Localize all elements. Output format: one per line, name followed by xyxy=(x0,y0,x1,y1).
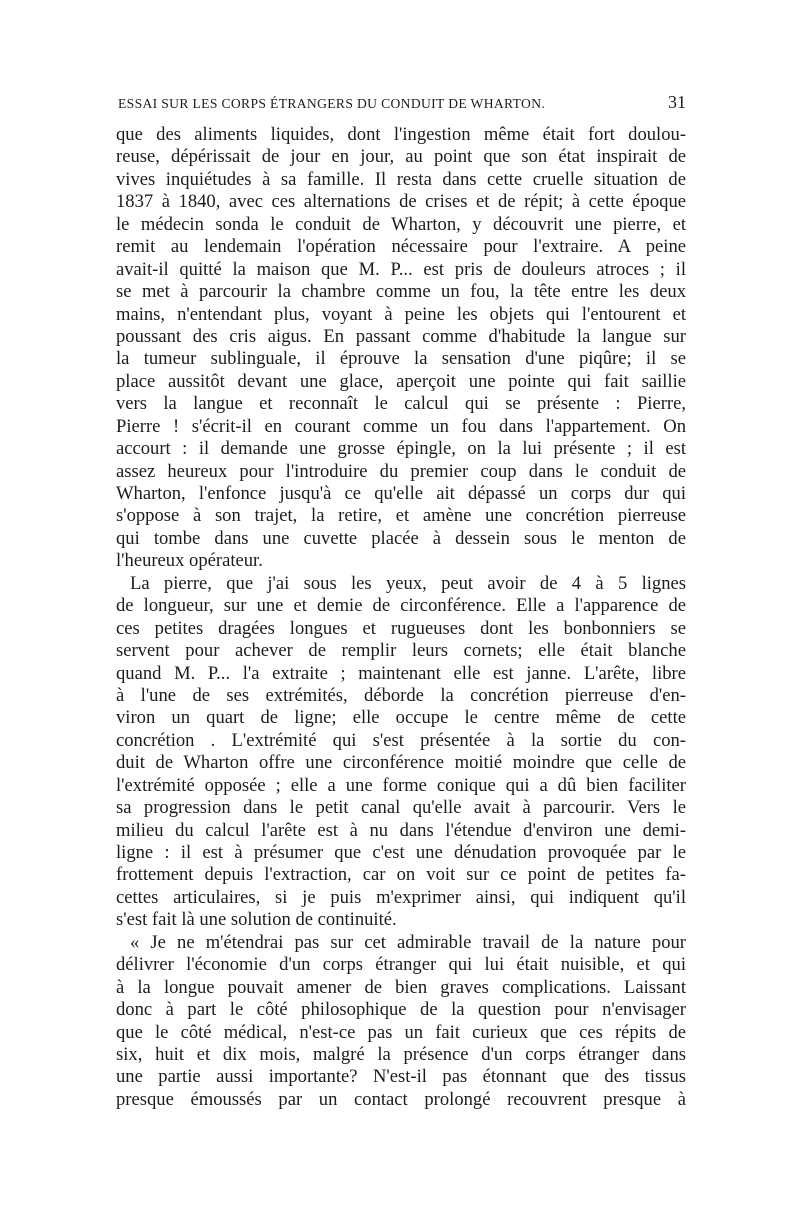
text-line: duit de Wharton offre une circonférence moitié moindre que celle de xyxy=(116,752,686,774)
text-line: 1837 à 1840, avec ces alternations de crises et de répit; à cette époque xyxy=(116,191,686,213)
text-line: concrétion . L'extrémité qui s'est présentée à la sortie du con- xyxy=(116,729,686,751)
text-line: quand M. P... l'a extraite ; maintenant elle est janne. L'arête, libre xyxy=(116,662,686,684)
text-line: de longueur, sur une et demie de circonférence. Elle a l'apparence de xyxy=(116,595,686,617)
text-line: reuse, dépérissait de jour en jour, au point que son état inspirait de xyxy=(116,146,686,168)
text-line: viron un quart de ligne; elle occupe le centre même de cette xyxy=(116,707,686,729)
text-line: « Je ne m'étendrai pas sur cet admirable travail de la nature pour xyxy=(130,931,686,953)
text-line: cettes articulaires, si je puis m'exprimer ainsi, qui indiquent qu'il xyxy=(116,886,686,908)
text-line: s'est fait là une solution de continuité. xyxy=(116,909,397,931)
text-line: assez heureux pour l'introduire du premier coup dans le conduit de xyxy=(116,460,686,482)
text-line: donc à part le côté philosophique de la question pour n'envisager xyxy=(116,999,686,1021)
text-line: vers la langue et reconnaît le calcul qui se présente : Pierre, xyxy=(116,393,686,415)
text-line: une partie aussi importante? N'est-il pas étonnant que des tissus xyxy=(116,1066,686,1088)
text-line: presque émoussés par un contact prolongé recouvrent presque à xyxy=(116,1088,686,1110)
text-line: six, huit et dix mois, malgré la présence d'un corps étranger dans xyxy=(116,1043,686,1065)
text-line: Wharton, l'enfonce jusqu'à ce qu'elle ait dépassé un corps dur qui xyxy=(116,483,686,504)
text-line: poussant des cris aigus. En passant comme d'habitude la langue sur xyxy=(116,325,686,347)
running-title: ESSAI SUR LES CORPS ÉTRANGERS DU CONDUIT DE WHARTON. xyxy=(118,96,546,111)
text-line: se met à parcourir la chambre comme un fou, la tête entre les deux xyxy=(116,281,686,303)
text-line: milieu du calcul l'arête est à nu dans l'étendue d'environ une demi- xyxy=(116,819,686,841)
text-line: sa progression dans le petit canal qu'elle avait à parcourir. Vers le xyxy=(116,797,686,819)
text-line: le médecin sonda le conduit de Wharton, y découvrit une pierre, et xyxy=(116,213,686,235)
text-line: La pierre, que j'ai sous les yeux, peut avoir de 4 à 5 lignes xyxy=(130,572,686,594)
text-line: frottement depuis l'extraction, car on voit sur ce point de petites fa- xyxy=(116,864,686,886)
body-text xyxy=(116,124,686,1111)
page-number: 31 xyxy=(668,92,686,112)
running-head xyxy=(118,92,686,118)
text-line: remit au lendemain l'opération nécessaire pour l'extraire. A peine xyxy=(116,236,686,258)
text-line: ligne : il est à présumer que c'est une dénudation provoquée par le xyxy=(116,842,686,863)
text-line: Pierre ! s'écrit-il en courant comme un fou dans l'appartement. On xyxy=(116,415,686,437)
text-line: la tumeur sublinguale, il éprouve la sensation d'une piqûre; il se xyxy=(116,348,686,370)
text-line: accourt : il demande une grosse épingle, on la lui présente ; il est xyxy=(116,438,686,460)
text-line: s'oppose à son trajet, la retire, et amène une concrétion pierreuse xyxy=(116,505,686,527)
text-line: mains, n'entendant plus, voyant à peine les objets qui l'entourent et xyxy=(116,303,686,325)
text-line: qui tombe dans une cuvette placée à dessein sous le menton de xyxy=(116,527,686,549)
text-line: place aussitôt devant une glace, aperçoit une pointe qui fait saillie xyxy=(116,370,686,392)
text-line: que des aliments liquides, dont l'ingestion même était fort doulou- xyxy=(116,124,686,145)
text-line: ces petites dragées longues et rugueuses dont les bonbonniers se xyxy=(116,617,686,639)
text-line: vives inquiétudes à sa famille. Il resta dans cette cruelle situation de xyxy=(116,168,686,190)
text-line: l'extrémité opposée ; elle a une forme conique qui a dû bien faciliter xyxy=(116,774,686,796)
text-line: à l'une de ses extrémités, déborde la concrétion pierreuse d'en- xyxy=(116,684,686,706)
text-line: avait-il quitté la maison que M. P... est pris de douleurs atroces ; il xyxy=(116,258,686,280)
text-line: délivrer l'économie d'un corps étranger qui lui était nuisible, et qui xyxy=(116,954,686,976)
text-line: à la longue pouvait amener de bien graves complications. Laissant xyxy=(116,976,686,998)
text-line: que le côté médical, n'est-ce pas un fait curieux que ces répits de xyxy=(116,1021,686,1043)
text-line: servent pour achever de remplir leurs cornets; elle était blanche xyxy=(116,640,686,662)
text-line: l'heureux opérateur. xyxy=(116,550,263,572)
